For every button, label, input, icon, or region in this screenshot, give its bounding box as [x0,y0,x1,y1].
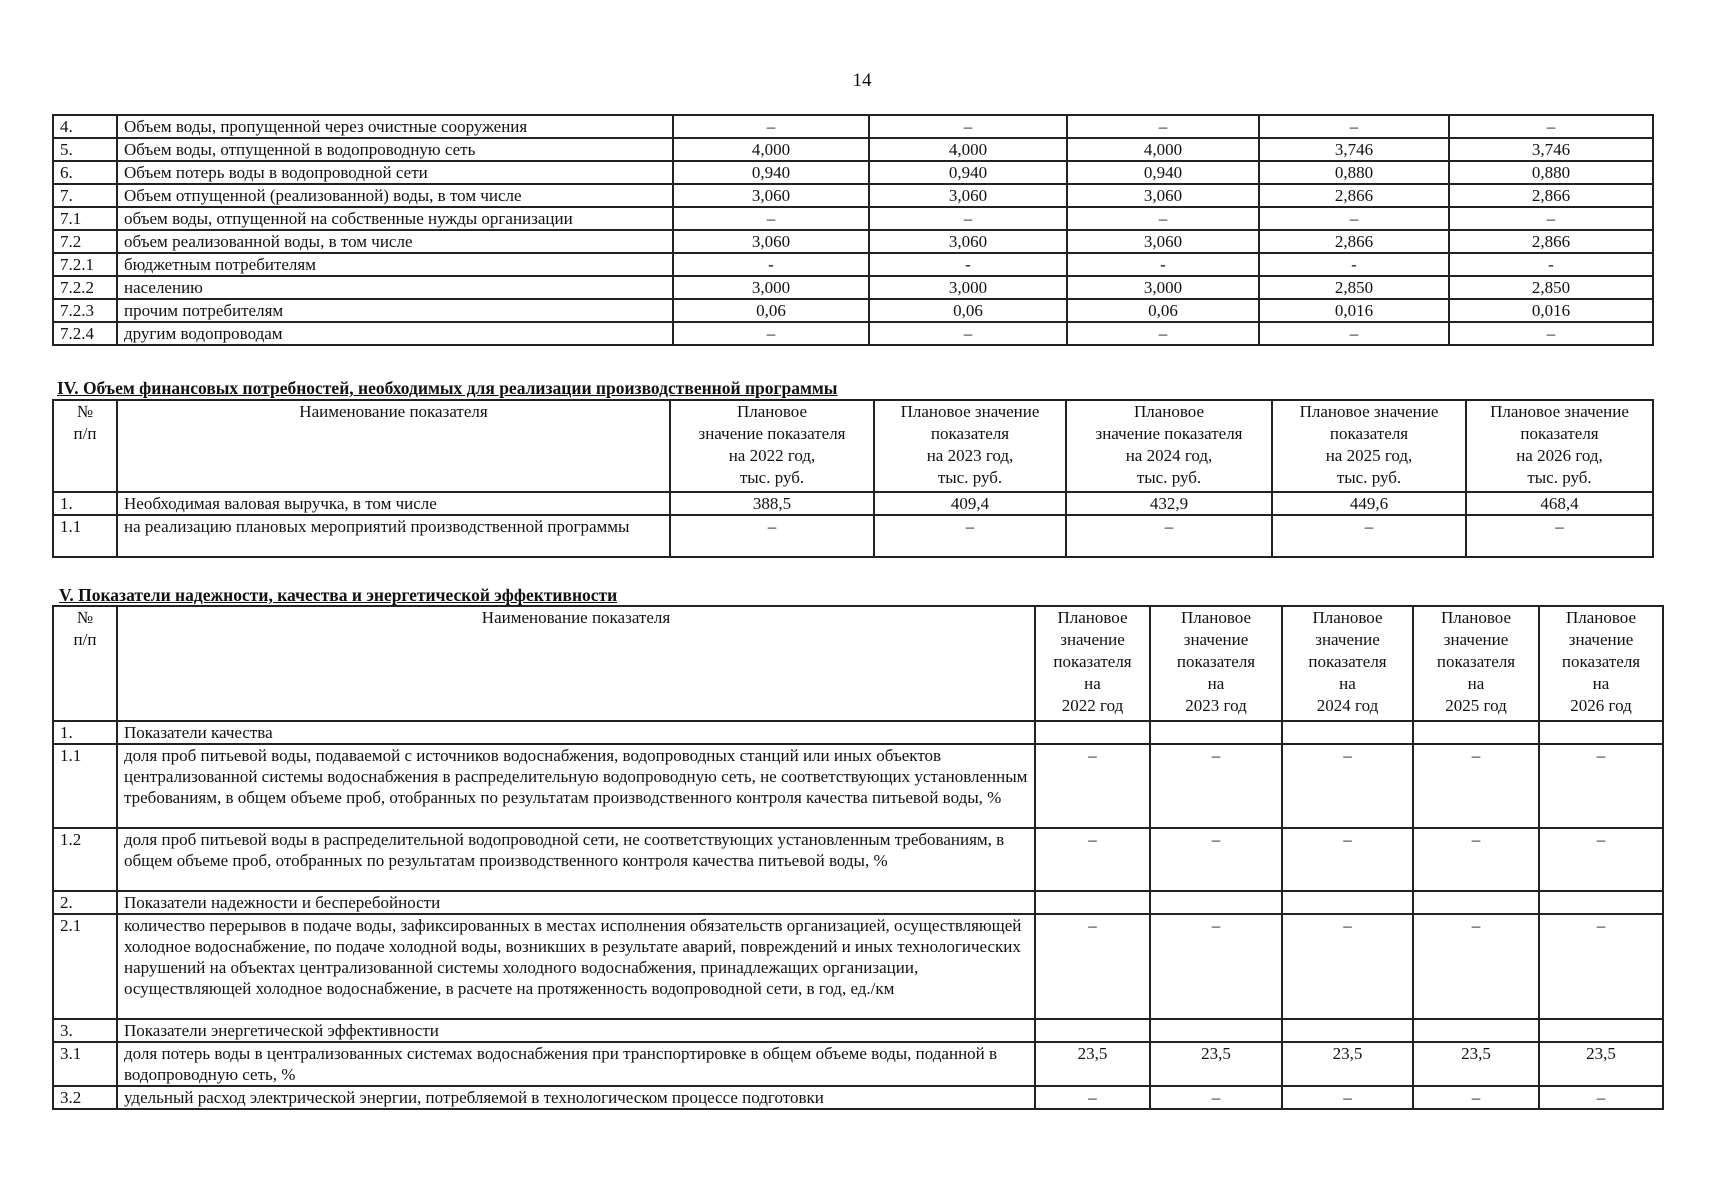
header-2024: Плановое значение показателя на 2024 год, тыс. руб. [1066,400,1272,492]
row-value: – [1466,515,1653,557]
row-value: 4,000 [869,138,1067,161]
table-row [53,891,1663,914]
row-value [1150,721,1282,744]
row-name: количество перерывов в подаче воды, зафиксированных в местах исполнения обязательств организацией, осуществляющей холодное водоснабжение, по подаче холодной воды, возникших в результате аварий, повреждений и иных технологических нарушений на объектах централизованной системы холодного водоснабжения, принадлежащих организации, осуществляющей холодное водоснабжение, в расчете на протяженность водопроводной сети, в год, ед./км [117,914,1035,1019]
row-value: - [1259,253,1449,276]
row-number: 3. [53,1019,117,1042]
row-value: – [1282,828,1413,891]
row-value: – [1413,1086,1539,1109]
page-number: 14 [852,70,872,91]
row-name: доля потерь воды в централизованных системах водоснабжения при транспортировке в общем объеме воды, поданной в водопроводную сеть, % [117,1042,1035,1086]
row-value: – [1413,828,1539,891]
row-number: 7.1 [53,207,117,230]
row-value: – [869,115,1067,138]
row-value [1150,1019,1282,1042]
row-value: 0,06 [1067,299,1259,322]
row-name: доля проб питьевой воды в распределительной водопроводной сети, не соответствующих установленным требованиям, в общем объеме проб, отобранных по результатам производственного контроля качества питьевой воды, % [117,828,1035,891]
row-name: Объем воды, пропущенной через очистные сооружения [117,115,673,138]
row-value [1539,721,1663,744]
row-value [1035,721,1150,744]
row-value: – [1035,1086,1150,1109]
row-value: 23,5 [1282,1042,1413,1086]
row-value: 0,016 [1449,299,1653,322]
row-number: 1.1 [53,744,117,828]
table-row [53,492,1653,515]
row-name: населению [117,276,673,299]
row-value: 23,5 [1035,1042,1150,1086]
row-value: 468,4 [1466,492,1653,515]
row-value [1035,891,1150,914]
row-value: – [1066,515,1272,557]
table-row [53,184,1653,207]
row-value: - [1449,253,1653,276]
row-value: - [673,253,869,276]
row-number: 7.2.2 [53,276,117,299]
header-2026: Плановое значение показателя на 2026 год, тыс. руб. [1466,400,1653,492]
header-2022: Плановое значение показателя на 2022 год [1035,606,1150,721]
row-value: – [1282,1086,1413,1109]
row-number: 1.1 [53,515,117,557]
row-number: 5. [53,138,117,161]
row-number: 1. [53,492,117,515]
row-value: 0,940 [1067,161,1259,184]
row-value [1413,891,1539,914]
row-value: 3,746 [1449,138,1653,161]
row-value: 3,060 [673,184,869,207]
row-value: 3,000 [1067,276,1259,299]
row-number: 7.2 [53,230,117,253]
row-value: – [1413,744,1539,828]
table-row [53,721,1663,744]
row-name: Показатели надежности и бесперебойности [117,891,1035,914]
row-value: – [1539,914,1663,1019]
row-value [1539,891,1663,914]
row-value: – [1259,115,1449,138]
row-value: – [1449,322,1653,345]
row-name: удельный расход электрической энергии, потребляемой в технологическом процессе подготовки [117,1086,1035,1109]
row-name: Показатели качества [117,721,1035,744]
row-value: 3,060 [1067,184,1259,207]
row-number: 7.2.4 [53,322,117,345]
row-value: 2,866 [1259,184,1449,207]
row-number: 3.2 [53,1086,117,1109]
row-number: 2.1 [53,914,117,1019]
row-value: 0,880 [1259,161,1449,184]
row-name: Необходимая валовая выручка, в том числе [117,492,670,515]
row-value: – [1282,914,1413,1019]
row-number: 7.2.3 [53,299,117,322]
table-row [53,230,1653,253]
row-value [1282,721,1413,744]
row-value: 3,060 [869,230,1067,253]
row-value: 2,866 [1449,230,1653,253]
row-value: – [1272,515,1466,557]
row-number: 4. [53,115,117,138]
row-value: 4,000 [1067,138,1259,161]
row-name: бюджетным потребителям [117,253,673,276]
table-row [53,1042,1663,1086]
row-value: 0,940 [673,161,869,184]
row-value: 3,060 [673,230,869,253]
table-row [53,115,1653,138]
row-value: 3,060 [869,184,1067,207]
row-value: 3,060 [1067,230,1259,253]
row-name: Объем потерь воды в водопроводной сети [117,161,673,184]
section-4-title: IV. Объем финансовых потребностей, необходимых для реализации производственной программы [57,378,838,398]
row-name: объем реализованной воды, в том числе [117,230,673,253]
row-name: доля проб питьевой воды, подаваемой с источников водоснабжения, водопроводных станций или иных объектов централизованной системы водоснабжения в распределительную водопроводную сеть, не соответствующих установленным требованиям, в общем объеме проб, отобранных по результатам производственного контроля качества питьевой воды, % [117,744,1035,828]
row-value: – [1035,914,1150,1019]
row-value: – [1067,115,1259,138]
row-number: 7.2.1 [53,253,117,276]
row-value [1035,1019,1150,1042]
table-row [53,1019,1663,1042]
row-value [1413,721,1539,744]
table-row [53,161,1653,184]
table-row [53,515,1653,557]
header-name: Наименование показателя [117,400,670,492]
row-value: 449,6 [1272,492,1466,515]
table-row [53,744,1663,828]
row-value: – [673,115,869,138]
table-row [53,207,1653,230]
row-value: – [1035,828,1150,891]
row-value: 2,866 [1259,230,1449,253]
row-value: – [1282,744,1413,828]
row-number: 1.2 [53,828,117,891]
row-name: Показатели энергетической эффективности [117,1019,1035,1042]
water-volume-table [52,114,1654,346]
table-row [53,828,1663,891]
row-value [1282,1019,1413,1042]
reliability-table [52,605,1664,1110]
header-num: № п/п [53,400,117,492]
header-name: Наименование показателя [117,606,1035,721]
header-2024: Плановое значение показателя на 2024 год [1282,606,1413,721]
row-value: 388,5 [670,492,874,515]
row-value: 23,5 [1539,1042,1663,1086]
row-value: 23,5 [1413,1042,1539,1086]
row-name: Объем отпущенной (реализованной) воды, в том числе [117,184,673,207]
row-value: – [1413,914,1539,1019]
row-value: 2,850 [1259,276,1449,299]
row-value: – [1067,322,1259,345]
row-value: 3,000 [869,276,1067,299]
row-value: – [869,322,1067,345]
row-name: объем воды, отпущенной на собственные нужды организации [117,207,673,230]
row-value: – [1539,828,1663,891]
row-value: – [1449,207,1653,230]
table-row [53,138,1653,161]
row-value [1539,1019,1663,1042]
row-name: Объем воды, отпущенной в водопроводную сеть [117,138,673,161]
row-number: 6. [53,161,117,184]
table-row [53,253,1653,276]
row-value [1413,1019,1539,1042]
row-value: – [1539,1086,1663,1109]
header-2025: Плановое значение показателя на 2025 год [1413,606,1539,721]
row-value: – [1150,1086,1282,1109]
row-value: 0,940 [869,161,1067,184]
row-value: – [1150,914,1282,1019]
row-value: – [673,207,869,230]
table-row [53,322,1653,345]
row-value: 0,06 [869,299,1067,322]
row-value: 23,5 [1150,1042,1282,1086]
row-number: 7. [53,184,117,207]
row-value: – [869,207,1067,230]
row-value: 0,880 [1449,161,1653,184]
financial-needs-table [52,399,1654,558]
header-2022: Плановое значение показателя на 2022 год, тыс. руб. [670,400,874,492]
row-value: – [874,515,1066,557]
row-name: прочим потребителям [117,299,673,322]
row-value [1282,891,1413,914]
row-value: 2,850 [1449,276,1653,299]
row-name: другим водопроводам [117,322,673,345]
table-row [53,299,1653,322]
row-value: 0,06 [673,299,869,322]
row-value: – [1539,744,1663,828]
row-value: 3,746 [1259,138,1449,161]
row-number: 1. [53,721,117,744]
row-value: 0,016 [1259,299,1449,322]
row-value: 409,4 [874,492,1066,515]
section-5-title: V. Показатели надежности, качества и энергетической эффективности [59,585,618,605]
table-row [53,276,1653,299]
row-value: – [1067,207,1259,230]
row-value: – [1035,744,1150,828]
row-value: - [869,253,1067,276]
row-value: – [670,515,874,557]
row-value: – [1150,744,1282,828]
header-2025: Плановое значение показателя на 2025 год, тыс. руб. [1272,400,1466,492]
row-value [1150,891,1282,914]
header-2023: Плановое значение показателя на 2023 год [1150,606,1282,721]
row-value: – [1150,828,1282,891]
table-row [53,914,1663,1019]
row-value: 3,000 [673,276,869,299]
header-num: № п/п [53,606,117,721]
row-value: – [1259,322,1449,345]
row-number: 2. [53,891,117,914]
header-2026: Плановое значение показателя на 2026 год [1539,606,1663,721]
row-value: 2,866 [1449,184,1653,207]
row-value: 432,9 [1066,492,1272,515]
row-value: – [673,322,869,345]
row-value: – [1449,115,1653,138]
header-2023: Плановое значение показателя на 2023 год, тыс. руб. [874,400,1066,492]
row-value: - [1067,253,1259,276]
row-value: – [1259,207,1449,230]
table-row [53,1086,1663,1109]
row-name: на реализацию плановых мероприятий производственной программы [117,515,670,557]
row-number: 3.1 [53,1042,117,1086]
row-value: 4,000 [673,138,869,161]
